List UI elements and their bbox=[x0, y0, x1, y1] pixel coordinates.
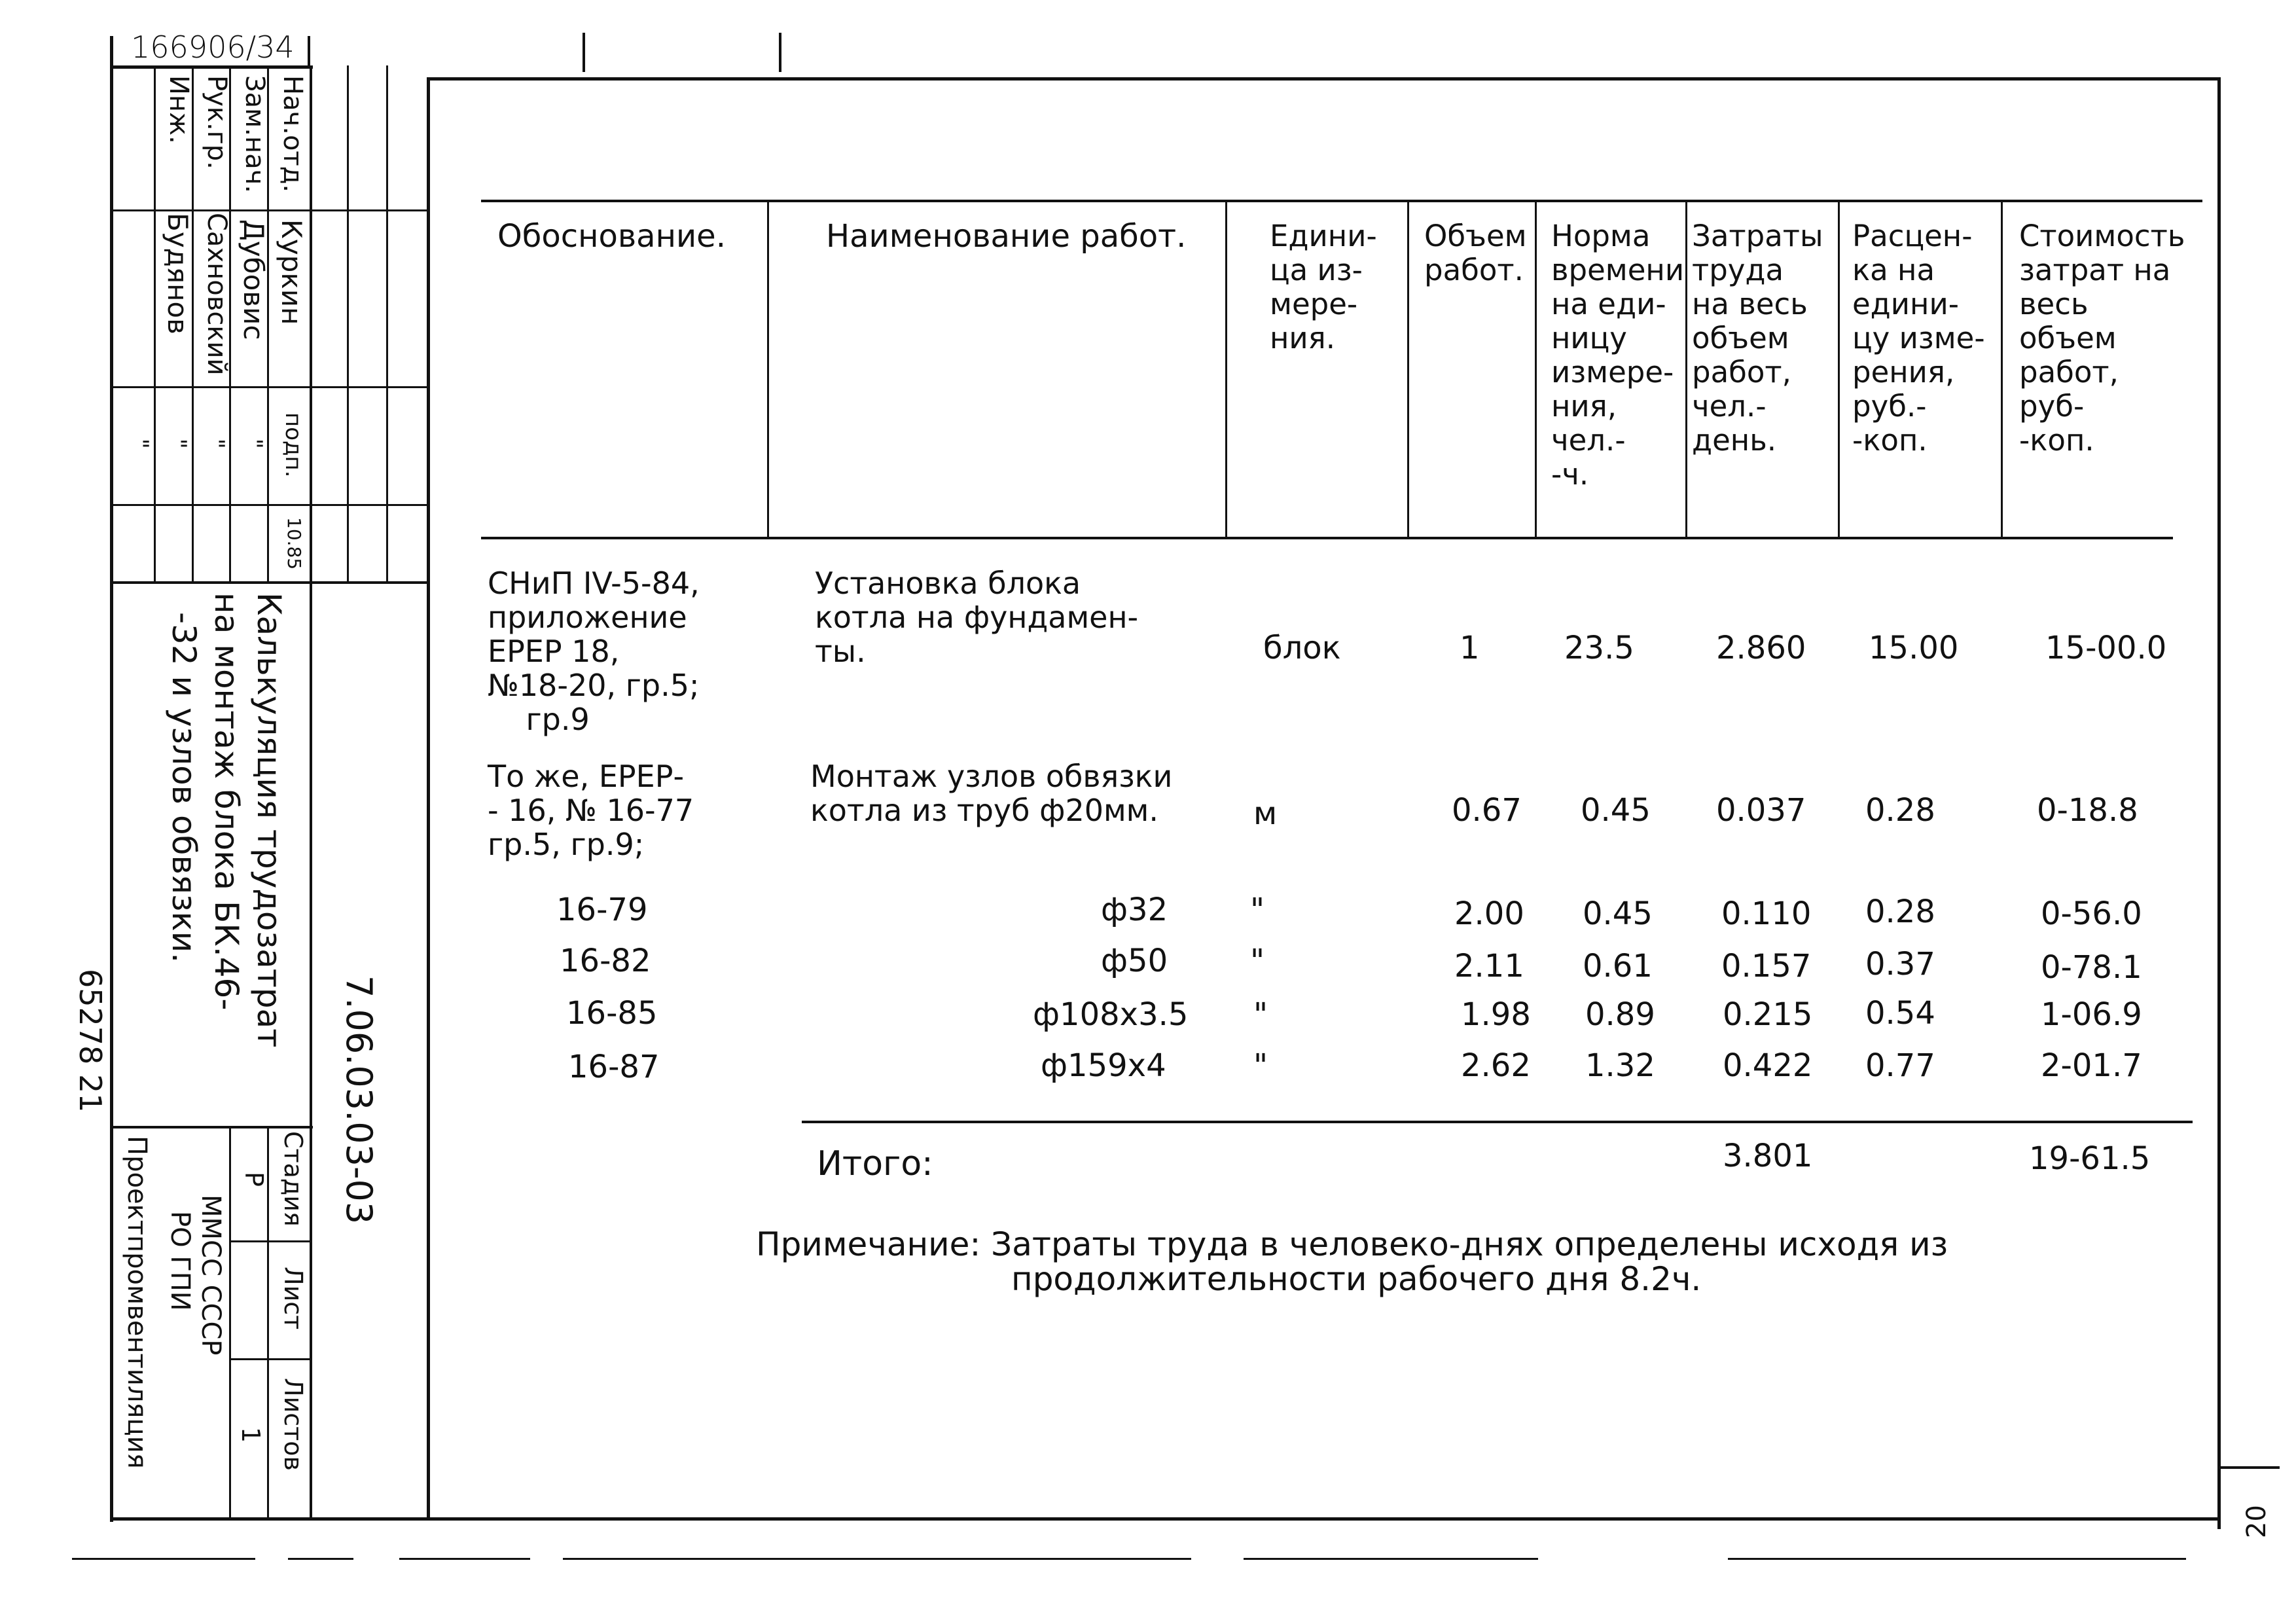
row6-volume: 2.62 bbox=[1461, 1047, 1531, 1084]
row1-volume: 1 bbox=[1460, 630, 1480, 666]
row5-unit: " bbox=[1253, 996, 1268, 1033]
bottom-dash-4 bbox=[563, 1558, 1191, 1560]
header-volume: Объем работ. bbox=[1424, 219, 1527, 287]
sheet-mark-left: 65278 21 bbox=[73, 969, 108, 1113]
stamp-org-line-2: РО ГПИ bbox=[165, 1211, 195, 1311]
row6-rate: 0.77 bbox=[1865, 1047, 1935, 1084]
total-cost: 19-61.5 bbox=[2029, 1140, 2151, 1177]
stamp-stage-value: Р bbox=[240, 1172, 268, 1187]
row1-norm: 23.5 bbox=[1564, 630, 1634, 666]
bottom-dash-6 bbox=[1728, 1558, 2186, 1560]
note-line-1: Примечание: Затраты труда в человеко-днях определены исходя из bbox=[756, 1225, 1948, 1263]
table-top-rule bbox=[481, 200, 2202, 202]
stamp-name-4: Будянов bbox=[162, 213, 194, 334]
doc-code: 7.06.03.03-03 bbox=[338, 975, 380, 1225]
row1-name: Установка блока котла на фундамен- ты. bbox=[815, 566, 1139, 669]
header-norm: Норма времени на еди- ницу измере- ния, чел.- -ч. bbox=[1551, 219, 1685, 492]
top-tick-2 bbox=[779, 33, 781, 72]
total-label: Итого: bbox=[817, 1144, 933, 1183]
bottom-dash-5 bbox=[1244, 1558, 1538, 1560]
header-unit: Едини- ца из- мере- ния. bbox=[1270, 219, 1377, 355]
row5-cost: 1-06.9 bbox=[2041, 996, 2142, 1033]
stamp-stage-row-a bbox=[229, 1240, 311, 1242]
header-rate: Расцен- ка на едини- цу изме- рения, руб.- -коп. bbox=[1852, 219, 1985, 458]
table-col-sep-4 bbox=[1535, 200, 1537, 539]
row1-rate: 15.00 bbox=[1869, 630, 1959, 666]
header-cost: Стоимость затрат на весь объем работ, руб- -коп. bbox=[2019, 219, 2185, 458]
frame-right bbox=[2217, 77, 2221, 1529]
row4-basis: 16-82 bbox=[560, 943, 651, 979]
frame-inner-left bbox=[427, 77, 430, 1521]
row4-rate: 0.37 bbox=[1865, 946, 1935, 983]
row2-unit: м bbox=[1253, 795, 1278, 832]
stamp-divider-a bbox=[310, 65, 312, 1519]
row2-name: Монтаж узлов обвязки котла из труб ф20мм. bbox=[810, 759, 1173, 828]
stamp-name-1: Куркин bbox=[276, 219, 308, 325]
stamp-ditto-3: " bbox=[165, 439, 191, 449]
row2-rate: 0.28 bbox=[1865, 792, 1935, 829]
row2-norm: 0.45 bbox=[1581, 792, 1651, 829]
row4-norm: 0.61 bbox=[1583, 948, 1653, 984]
row2-basis: То же, ЕРЕР- - 16, № 16-77 гр.5, гр.9; bbox=[488, 759, 694, 862]
row1-labor: 2.860 bbox=[1716, 630, 1806, 666]
row4-unit: " bbox=[1250, 943, 1265, 979]
stamp-row-1 bbox=[110, 209, 429, 211]
table-col-sep-5 bbox=[1685, 200, 1687, 539]
header-work-name: Наименование работ. bbox=[826, 218, 1187, 255]
stamp-stage-row-b bbox=[229, 1358, 311, 1360]
table-total-rule bbox=[802, 1121, 2193, 1123]
stamp-role-deputy: Зам.нач. bbox=[240, 75, 270, 194]
stamp-ditto-1: " bbox=[241, 439, 267, 449]
stamp-name-3: Сахновский bbox=[202, 213, 232, 376]
table-header-rule bbox=[481, 537, 2173, 539]
frame-top-stub bbox=[110, 65, 313, 69]
stamp-title-line-3: -32 и узлов обвязки. bbox=[165, 612, 203, 964]
stamp-ditto-2: " bbox=[203, 439, 229, 449]
stamp-sheets-value: 1 bbox=[236, 1427, 265, 1443]
row4-cost: 0-78.1 bbox=[2041, 949, 2142, 986]
row6-cost: 2-01.7 bbox=[2041, 1047, 2142, 1084]
row5-labor: 0.215 bbox=[1723, 996, 1813, 1033]
stamp-row-3 bbox=[110, 504, 429, 506]
note-line-2: продолжительности рабочего дня 8.2ч. bbox=[1011, 1260, 1702, 1298]
row3-basis: 16-79 bbox=[556, 892, 648, 928]
stamp-row-2 bbox=[110, 386, 429, 388]
frame-top bbox=[429, 77, 2221, 81]
row5-name: ф108х3.5 bbox=[1033, 996, 1189, 1033]
stamp-stage-col-a bbox=[229, 1126, 231, 1519]
stamp-name-2: Дубовис bbox=[238, 219, 270, 340]
stamp-sheet-label: Лист bbox=[279, 1267, 308, 1330]
row3-volume: 2.00 bbox=[1454, 895, 1524, 932]
top-tick-3 bbox=[308, 36, 310, 69]
bottom-dash-3 bbox=[399, 1558, 530, 1560]
row3-norm: 0.45 bbox=[1583, 895, 1653, 932]
frame-left-outer bbox=[110, 36, 113, 1522]
top-tick-1 bbox=[583, 33, 585, 72]
total-labor: 3.801 bbox=[1723, 1138, 1813, 1174]
row3-rate: 0.28 bbox=[1865, 893, 1935, 930]
row5-basis: 16-85 bbox=[566, 995, 658, 1032]
archive-number: 166906/34 bbox=[131, 29, 295, 65]
table-col-sep-3 bbox=[1407, 200, 1409, 539]
row6-name: ф159х4 bbox=[1041, 1047, 1166, 1084]
row5-rate: 0.54 bbox=[1865, 995, 1935, 1032]
sheet-mark-right: 20 bbox=[2242, 1505, 2272, 1538]
table-col-sep-6 bbox=[1838, 200, 1840, 539]
stamp-org-line-3: Проектпромвентиляция bbox=[122, 1136, 152, 1469]
stamp-org-line-1: ММСС СССР bbox=[196, 1195, 226, 1356]
bottom-dash-2 bbox=[288, 1558, 353, 1560]
row3-cost: 0-56.0 bbox=[2041, 895, 2142, 932]
stamp-role-head: Нач.отд. bbox=[278, 75, 308, 193]
row4-volume: 2.11 bbox=[1454, 948, 1524, 984]
row6-norm: 1.32 bbox=[1585, 1047, 1655, 1084]
stamp-date: 10.85 bbox=[283, 517, 305, 570]
stamp-role-engineer: Инж. bbox=[164, 75, 194, 144]
row5-norm: 0.89 bbox=[1585, 996, 1655, 1033]
row1-basis: СНиП IV-5-84, приложение ЕРЕР 18, №18-20, гр.5; гр.9 bbox=[488, 566, 700, 737]
table-col-sep-1 bbox=[767, 200, 769, 539]
stamp-title-line-1: Калькуляция трудозатрат bbox=[250, 592, 288, 1048]
stamp-role-group-lead: Рук.гр. bbox=[202, 75, 232, 170]
row4-labor: 0.157 bbox=[1721, 948, 1812, 984]
header-labor: Затраты труда на весь объем работ, чел.- день. bbox=[1692, 219, 1823, 458]
row3-unit: " bbox=[1250, 892, 1265, 928]
row2-labor: 0.037 bbox=[1716, 792, 1806, 829]
row6-labor: 0.422 bbox=[1723, 1047, 1813, 1084]
row2-cost: 0-18.8 bbox=[2037, 792, 2138, 829]
stamp-stage-label: Стадия bbox=[279, 1131, 308, 1227]
row4-name: ф50 bbox=[1101, 943, 1168, 979]
right-edge-tick bbox=[2221, 1466, 2280, 1469]
bottom-dash-1 bbox=[72, 1558, 255, 1560]
stamp-row-5 bbox=[110, 1126, 313, 1128]
header-basis: Обоснование. bbox=[497, 218, 726, 255]
stamp-title-line-2: на монтаж блока БК.46- bbox=[207, 592, 245, 1011]
table-col-sep-7 bbox=[2001, 200, 2003, 539]
table-col-sep-2 bbox=[1225, 200, 1227, 539]
stamp-ditto-4: " bbox=[127, 439, 153, 449]
row6-basis: 16-87 bbox=[568, 1049, 660, 1085]
row6-unit: " bbox=[1253, 1047, 1268, 1084]
row3-labor: 0.110 bbox=[1721, 895, 1812, 932]
row1-unit: блок bbox=[1263, 630, 1341, 666]
row5-volume: 1.98 bbox=[1461, 996, 1531, 1033]
stamp-row-4 bbox=[110, 581, 429, 584]
row2-volume: 0.67 bbox=[1452, 792, 1522, 829]
stamp-sign-header: подп. bbox=[280, 412, 306, 478]
row3-name: ф32 bbox=[1101, 892, 1168, 928]
stamp-sheets-label: Листов bbox=[279, 1378, 308, 1471]
row1-cost: 15-00.0 bbox=[2045, 630, 2167, 666]
